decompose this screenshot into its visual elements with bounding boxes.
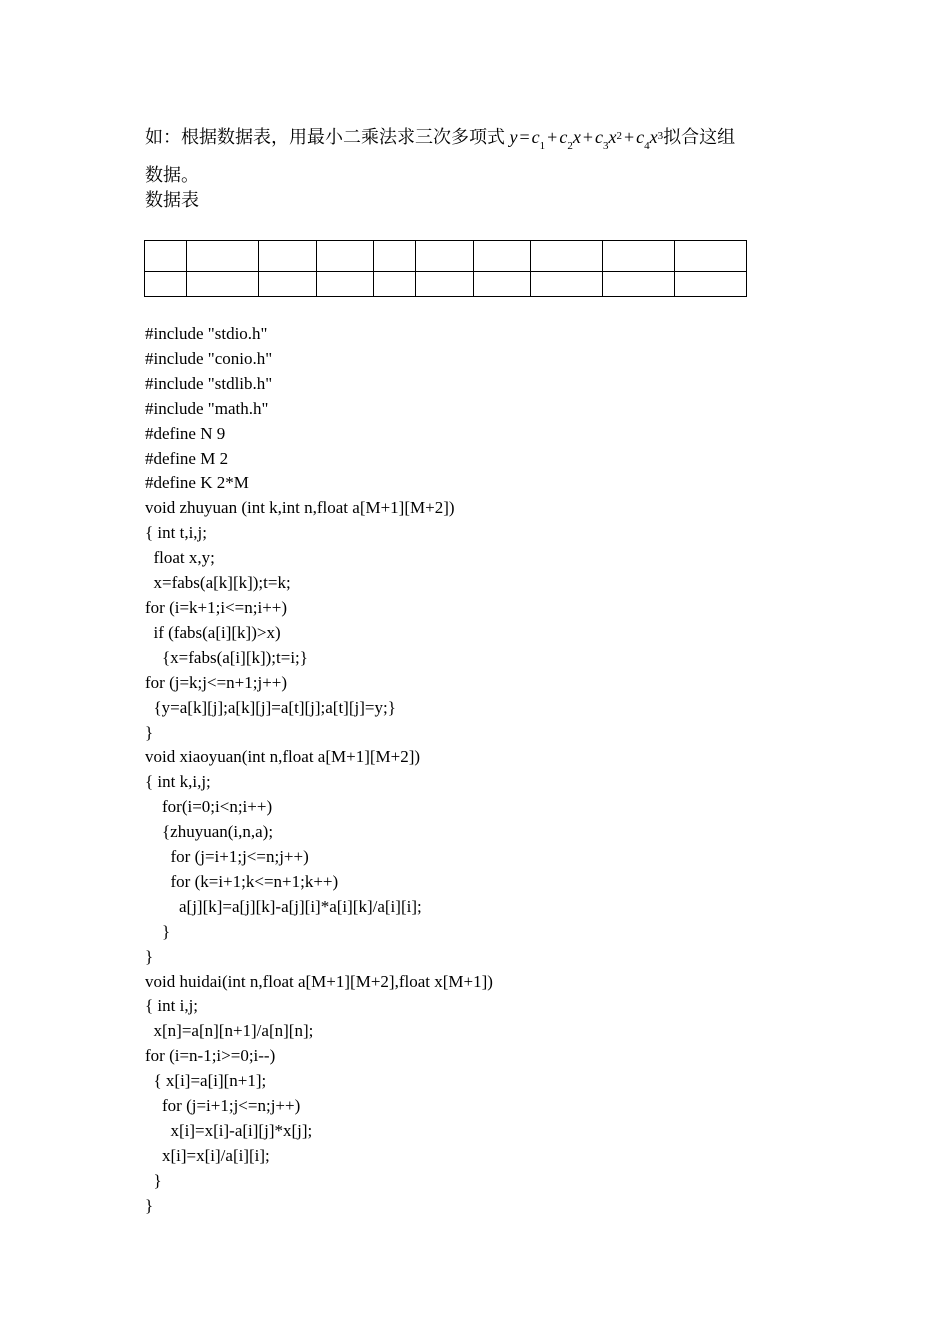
- problem-statement: [145, 124, 815, 185]
- formula-c1: c: [531, 127, 540, 147]
- table-cell: [416, 272, 474, 297]
- source-code-block: #include "stdio.h" #include "conio.h" #include "stdlib.h" #include "math.h" #define N 9 #define M 2 #define K 2*M void zhuyuan (int k,int n,float a[M+1][M+2]) { int t,i,j; float x,y; x=fabs(a[k][k]);t=k; for (i=k+1;i<=n;i++) if (fabs(a[i][k])>x) {x=fabs(a[i][k]);t=i;} for (j=k;j<=n+1;j++) {y=a[k][j];a[k][j]=a[t][j];a[t][j]=y;} } void xiaoyuan(int n,float a[M+1][M+2]) { int k,i,j; for(i=0;i<n;i++) {zhuyuan(i,n,a); for (j=i+1;j<=n;j++) for (k=i+1;k<=n+1;k++) a[j][k]=a[j][k]-a[j][i]*a[i][k]/a[i][i]; } } void huidai(int n,float a[M+1][M+2],float x[M+1]) { int i,j; x[n]=a[n][n+1]/a[n][n]; for (i=n-1;i>=0;i--) { x[i]=a[i][n+1]; for (j=i+1;j<=n;j++) x[i]=x[i]-a[i][j]*x[j]; x[i]=x[i]/a[i][i]; } }: [145, 324, 493, 1215]
- table-cell: [145, 272, 187, 297]
- table-cell: [145, 241, 187, 272]
- table-row: [145, 272, 747, 297]
- table-cell: [416, 241, 474, 272]
- table-cell: [675, 241, 747, 272]
- data-table: [144, 240, 747, 297]
- table-cell: [259, 241, 317, 272]
- formula-x3: x: [649, 127, 658, 147]
- table-row: [145, 241, 747, 272]
- formula-sub-4: 4: [644, 140, 650, 152]
- table-title: 数据表: [145, 190, 199, 210]
- table-cell: [531, 241, 603, 272]
- table-cell: [474, 272, 531, 297]
- table-cell: [317, 241, 374, 272]
- table-cell: [374, 241, 416, 272]
- table-cell: [603, 272, 675, 297]
- table-cell: [317, 272, 374, 297]
- table-cell: [675, 272, 747, 297]
- table-cell: [187, 241, 259, 272]
- formula-c3: c: [594, 127, 603, 147]
- table-cell: [187, 272, 259, 297]
- formula-y: y: [509, 127, 518, 147]
- table-cell: [474, 241, 531, 272]
- formula-x2: x: [608, 127, 617, 147]
- formula-sub-1: 1: [539, 140, 546, 152]
- table-cell: [259, 272, 317, 297]
- cubic-polynomial-formula: [509, 127, 664, 152]
- table-cell: [531, 272, 603, 297]
- formula-plus-2: +: [582, 127, 593, 147]
- table-cell: [374, 272, 416, 297]
- formula-plus-3: +: [623, 127, 635, 147]
- formula-c4: c: [636, 127, 645, 147]
- problem-text-suffix: 拟合这组: [663, 127, 736, 147]
- table-cell: [603, 241, 675, 272]
- formula-exp-2: 2: [616, 130, 622, 142]
- formula-exp-3: 3: [657, 130, 664, 142]
- formula-sub-3: 3: [602, 140, 609, 152]
- problem-text-line2: 数据。: [145, 165, 199, 185]
- formula-x1: x: [572, 127, 581, 147]
- formula-sub-2: 2: [567, 140, 573, 152]
- problem-text-prefix: 如：根据数据表，用最小二乘法求三次多项式: [145, 127, 510, 147]
- formula-equals: =: [519, 127, 530, 147]
- formula-c2: c: [559, 127, 568, 147]
- formula-plus-1: +: [547, 127, 558, 147]
